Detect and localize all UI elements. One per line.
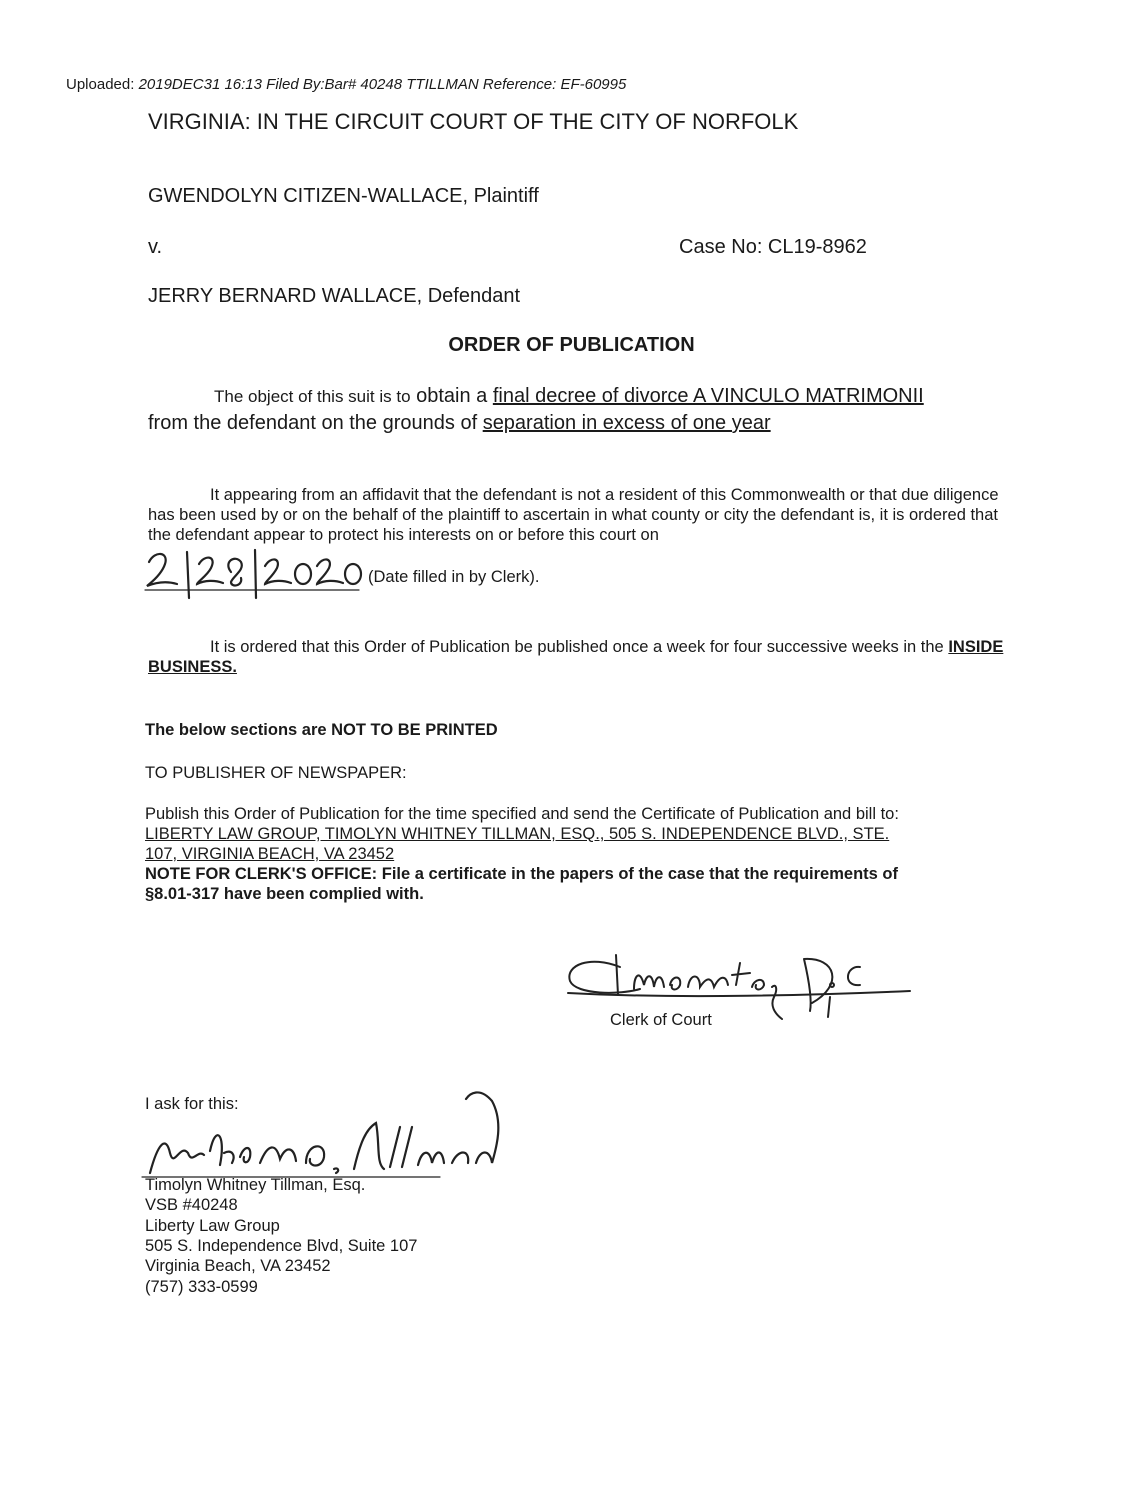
newspaper-name: INSIDE BUSINESS.: [148, 638, 1004, 676]
upload-info: 2019DEC31 16:13 Filed By:Bar# 40248 TTILLMAN Reference: EF-60995: [138, 76, 627, 93]
clerk-note-label: NOTE FOR CLERK'S OFFICE:: [145, 865, 378, 883]
attorney-vsb: VSB #40248: [145, 1196, 238, 1214]
clerk-note: [145, 864, 898, 884]
date-note: (Date filled in by Clerk).: [368, 568, 540, 586]
bill-to-line2: 107, VIRGINIA BEACH, VA 23452: [145, 845, 395, 863]
filing-stamp: [66, 76, 626, 93]
object-obtain: obtain a: [416, 385, 488, 407]
object-of-suit: [148, 383, 924, 436]
to-publisher: TO PUBLISHER OF NEWSPAPER:: [145, 764, 407, 782]
versus: v.: [148, 236, 163, 258]
object-prefix: The object of this suit is to: [214, 387, 411, 406]
attorney-signature: [140, 1083, 520, 1183]
handwritten-date: [145, 548, 365, 600]
attorney-address1: 505 S. Independence Blvd, Suite 107: [145, 1237, 418, 1255]
attorney-name: Timolyn Whitney Tillman, Esq.: [145, 1176, 366, 1194]
ask-for-this: I ask for this:: [145, 1095, 239, 1113]
grounds-prefix: from the defendant on the grounds of: [148, 412, 478, 434]
clerk-note-line2: §8.01-317 have been complied with.: [145, 885, 424, 903]
court-heading: VIRGINIA: IN THE CIRCUIT COURT OF THE CITY OF NORFOLK: [148, 109, 799, 134]
attorney-signature-text: [140, 1083, 148, 1084]
attorney-firm: Liberty Law Group: [145, 1217, 280, 1235]
object-relief: final decree of divorce A VINCULO MATRIMONII: [492, 385, 924, 407]
bill-to-line1: LIBERTY LAW GROUP, TIMOLYN WHITNEY TILLMAN, ESQ., 505 S. INDEPENDENCE BLVD., STE.: [145, 825, 890, 843]
attorney-address2: Virginia Beach, VA 23452: [145, 1257, 331, 1275]
clerk-label: Clerk of Court: [610, 1011, 712, 1029]
publish-instructions: Publish this Order of Publication for the time specified and send the Certificate of Publication and bill to:: [145, 805, 899, 823]
grounds: separation in excess of one year: [482, 412, 771, 434]
affidavit-paragraph: [148, 485, 1018, 545]
case-number: Case No: CL19-8962: [679, 236, 867, 258]
defendant: JERRY BERNARD WALLACE, Defendant: [148, 285, 521, 307]
upload-label: Uploaded:: [66, 76, 135, 93]
not-printed-notice: The below sections are NOT TO BE PRINTED: [145, 721, 498, 739]
document-title: ORDER OF PUBLICATION: [448, 334, 695, 356]
attorney-signature-strokes: [140, 1083, 520, 1183]
publication-paragraph: [148, 637, 1018, 677]
publication-text: It is ordered that this Order of Publication be published once a week for four successive weeks in the: [210, 638, 944, 656]
affidavit-text: It appearing from an affidavit that the defendant is not a resident of this Commonwealth or that due diligence has been used by or on the behalf of the plaintiff to ascertain in what county or city the defendant is, it is ordered that the defendant appear to protect his interests on or before this court on: [148, 486, 999, 544]
attorney-phone: (757) 333-0599: [145, 1278, 258, 1296]
clerk-signature-text: [560, 945, 567, 946]
handwritten-date-strokes: [145, 548, 365, 600]
handwritten-date-value: [145, 548, 149, 549]
clerk-note-line1: File a certificate in the papers of the case that the requirements of: [381, 865, 898, 883]
plaintiff: GWENDOLYN CITIZEN-WALLACE, Plaintiff: [148, 185, 539, 207]
